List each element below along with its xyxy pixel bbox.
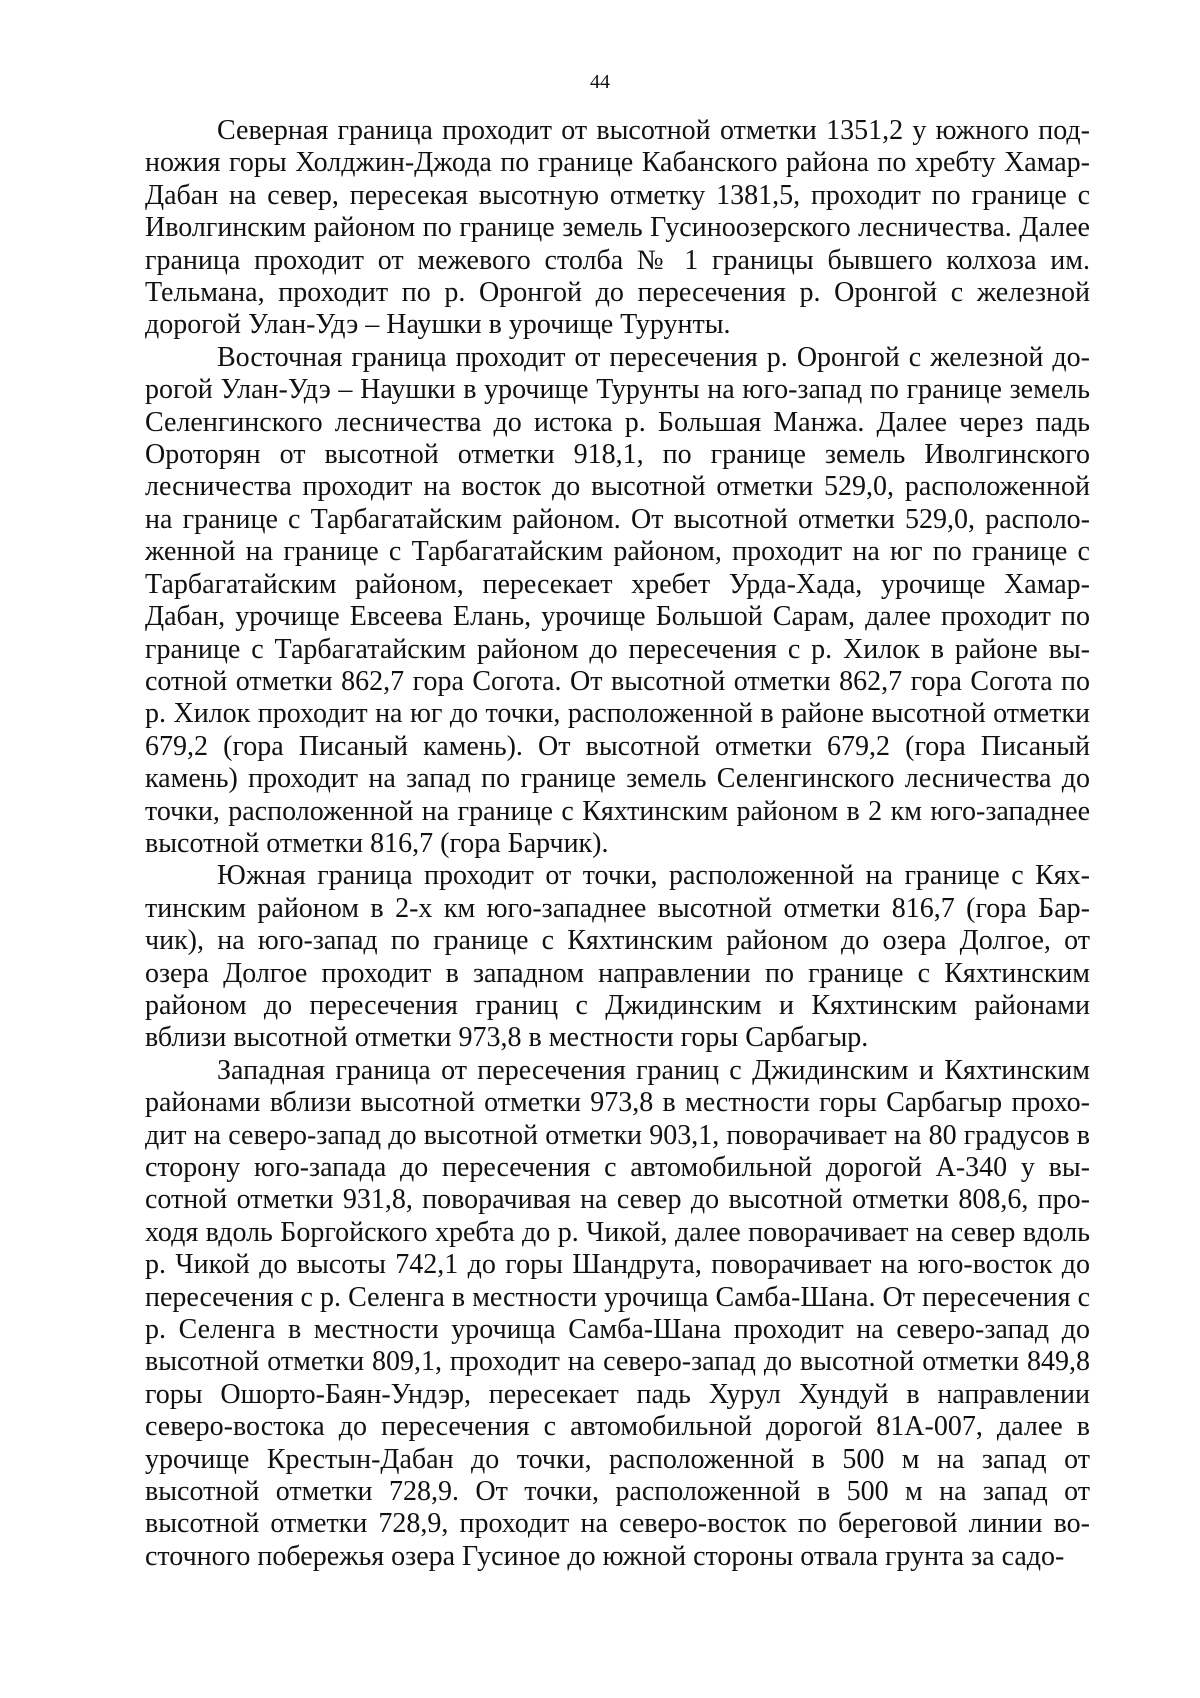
body-text (145, 115, 1090, 1573)
paragraph-western-border: Западная граница от пересечения границ с Джидинским и Кяхтинским районами вблизи высотной отметки 973,8 в местности горы Сарбагыр проходит на северо-запад до высотной отметки 903,1, поворачивает на 80 градусов в сторону юго-запада до пересечения с автомобильной дорогой А-340 у высотной отметки 931,8, поворачивая на север до высотной отметки 808,6, проходя вдоль Боргойского хребта до р. Чикой, далее поворачивает на север вдоль р. Чикой до высоты 742,1 до горы Шандрута, поворачивает на юго-восток до пересечения с р. Селенга в местности урочища Самба-Шана. От пересечения с р. Селенга в местности урочища Самба-Шана проходит на северо-запад до высотной отметки 809,1, проходит на северо-запад до высотной отметки 849,8 горы Ошорто-Баян-Ундэр, пересекает падь Хурул Хундуй в направлении северо-востока до пересечения с автомобильной дорогой 81А-007, далее в урочище Крестын-Дабан до точки, расположенной в 500 м на запад от высотной отметки 728,9. От точки, расположенной в 500 м на запад от высотной отметки 728,9, проходит на северо-восток по береговой линии восточного побережья озера Гусиное до южной стороны отвала грунта за садо- (145, 1054, 1090, 1572)
paragraph-southern-border: Южная граница проходит от точки, расположенной на границе с Кяхтинским районом в 2-х км юго-западнее высотной отметки 816,7 (гора Барчик), на юго-запад по границе с Кяхтинским районом до озера Долгое, от озера Долгое проходит в западном направлении по границе с Кяхтинским районом до пересечения границ с Джидинским и Кяхтинским районами вблизи высотной отметки 973,8 в местности горы Сарбагыр. (145, 860, 1090, 1054)
page-number: 44 (590, 71, 610, 93)
paragraph-northern-border: Северная граница проходит от высотной отметки 1351,2 у южного подножия горы Холджин-Джода по границе Кабанского района по хребту Хамар-Дабан на север, пересекая высотную отметку 1381,5, проходит по границе с Иволгинским районом по границе земель Гусиноозерского лесничества. Далее граница проходит от межевого столба № 1 границы бывшего колхоза им. Тельмана, проходит по р. Оронгой до пересечения р. Оронгой с железной дорогой Улан-Удэ – Наушки в урочище Турунты. (145, 115, 1090, 341)
paragraph-eastern-border: Восточная граница проходит от пересечения р. Оронгой с железной дорогой Улан-Удэ – Наушки в урочище Турунты на юго-запад по границе земель Селенгинского лесничества до истока р. Большая Манжа. Далее через падь Ороторян от высотной отметки 918,1, по границе земель Иволгинского лесничества проходит на восток до высотной отметки 529,0, расположенной на границе с Тарбагатайским районом. От высотной отметки 529,0, расположенной на границе с Тарбагатайским районом, проходит на юг по границе с Тарбагатайским районом, пересекает хребет Урда-Хада, урочище Хамар-Дабан, урочище Евсеева Елань, урочище Большой Сарам, далее проходит по границе с Тарбагатайским районом до пересечения с р. Хилок в районе высотной отметки 862,7 гора Согота. От высотной отметки 862,7 гора Согота по р. Хилок проходит на юг до точки, расположенной в районе высотной отметки 679,2 (гора Писаный камень). От высотной отметки 679,2 (гора Писаный камень) проходит на запад по границе земель Селенгинского лесничества до точки, расположенной на границе с Кяхтинским районом в 2 км юго-западнее высотной отметки 816,7 (гора Барчик). (145, 341, 1090, 859)
